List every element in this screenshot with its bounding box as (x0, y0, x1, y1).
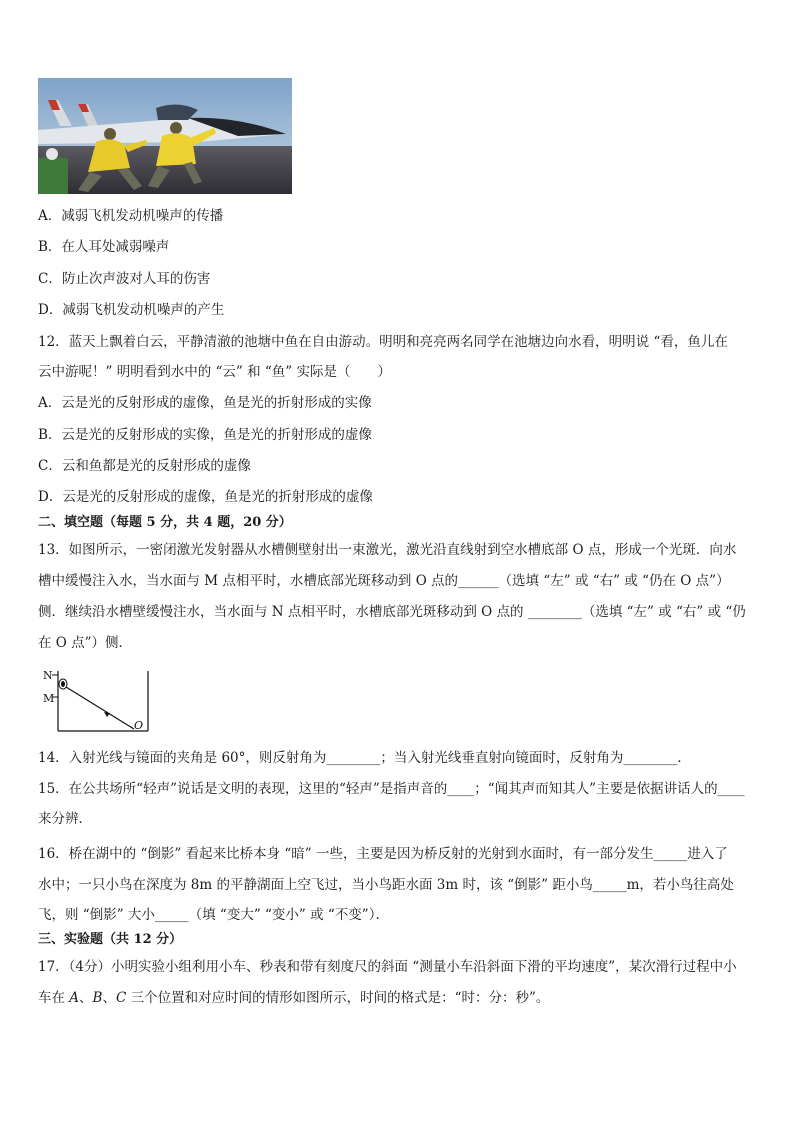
q11-option-c: C．防止次声波对人耳的伤害 (38, 271, 211, 287)
q11-option-b: B．在人耳处减弱噪声 (38, 239, 170, 255)
q15-line1: 15．在公共场所“轻声”说话是文明的表现，这里的“轻声”是指声音的____；“闻其声而知其人”主要是依据讲话人的____ (38, 781, 745, 797)
q16-line3: 飞，则 “倒影” 大小_____（填 “变大” “变小” 或 “不变”）． (38, 907, 389, 923)
jet-tail-number: 101 (228, 124, 242, 132)
q17-line1: 17．（4分）小明实验小组利用小车、秒表和带有刻度尺的斜面 “测量小车沿斜面下滑的平均速度”，某次滑行过程中小 (38, 959, 737, 975)
label-o: O (134, 719, 144, 732)
carrier-deck-photo (38, 78, 292, 194)
q11-option-a: A．减弱飞机发动机噪声的传播 (38, 208, 224, 224)
q17-line2 (38, 989, 549, 1007)
section3-heading: 三、实验题（共 12 分） (38, 932, 183, 947)
q16-line1: 16．桥在湖中的 “倒影” 看起来比桥本身 “暗” 一些，主要是因为桥反射的光射到水面时，有一部分发生_____进入了 (38, 846, 728, 862)
q16-line2: 水中；一只小鸟在深度为 8m 的平静湖面上空飞过，当小鸟距水面 3m 时，该 “倒影” 距小鸟_____m，若小鸟往高处 (38, 877, 734, 893)
point-c: C (115, 990, 127, 1006)
q13-line4: 在 O 点”）侧． (38, 635, 133, 651)
q12-option-b: B．云是光的反射形成的实像，鱼是光的折射形成的虚像 (38, 427, 372, 443)
q11-option-d: D．减弱飞机发动机噪声的产生 (38, 302, 225, 318)
q12-stem-line1: 12．蓝天上飘着白云，平静清澈的池塘中鱼在自由游动。明明和亮亮两名同学在池塘边向水看，明明说 “看，鱼儿在 (38, 334, 728, 350)
q17-line2-post: 三个位置和对应时间的情形如图所示，时间的格式是：“时：分：秒”。 (126, 990, 550, 1006)
point-b: B (92, 990, 103, 1006)
point-a: A (69, 990, 80, 1006)
q17-sep2: 、 (102, 990, 116, 1006)
q13-line2: 槽中缓慢注入水，当水面与 M 点相平时，水槽底部光斑移动到 O 点的______（选填 “左” 或 “右” 或 “仍在 O 点”） (38, 573, 730, 589)
q14-text: 14．入射光线与镜面的夹角是 60°，则反射角为________；当入射光线垂直射向镜面时，反射角为________． (38, 750, 691, 766)
q15-line2: 来分辨． (38, 811, 92, 827)
q13-line3: 侧．继续沿水槽壁缓慢注水，当水面与 N 点相平时，水槽底部光斑移动到 O 点的 ________（选填 “左” 或 “右” 或 “仍 (38, 604, 746, 620)
q17-sep1: 、 (79, 990, 93, 1006)
q12-stem-line2: 云中游呢！” 明明看到水中的 “云” 和 “鱼” 实际是（ ） (38, 364, 391, 380)
laser-tank-diagram (38, 665, 158, 735)
section2-heading: 二、填空题（每题 5 分，共 4 题，20 分） (38, 515, 292, 530)
q12-option-c: C．云和鱼都是光的反射形成的虚像 (38, 458, 251, 474)
q12-option-a: A．云是光的反射形成的虚像，鱼是光的折射形成的实像 (38, 395, 372, 411)
q12-option-d: D．云是光的反射形成的虚像，鱼是光的折射形成的虚像 (38, 489, 373, 505)
q13-line1: 13．如图所示，一密闭激光发射器从水槽侧壁射出一束激光，激光沿直线射到空水槽底部 O 点，形成一个光斑．向水 (38, 542, 737, 558)
label-m: M (43, 692, 55, 705)
q17-line2-pre: 车在 (38, 990, 70, 1006)
label-n: N (43, 669, 53, 682)
